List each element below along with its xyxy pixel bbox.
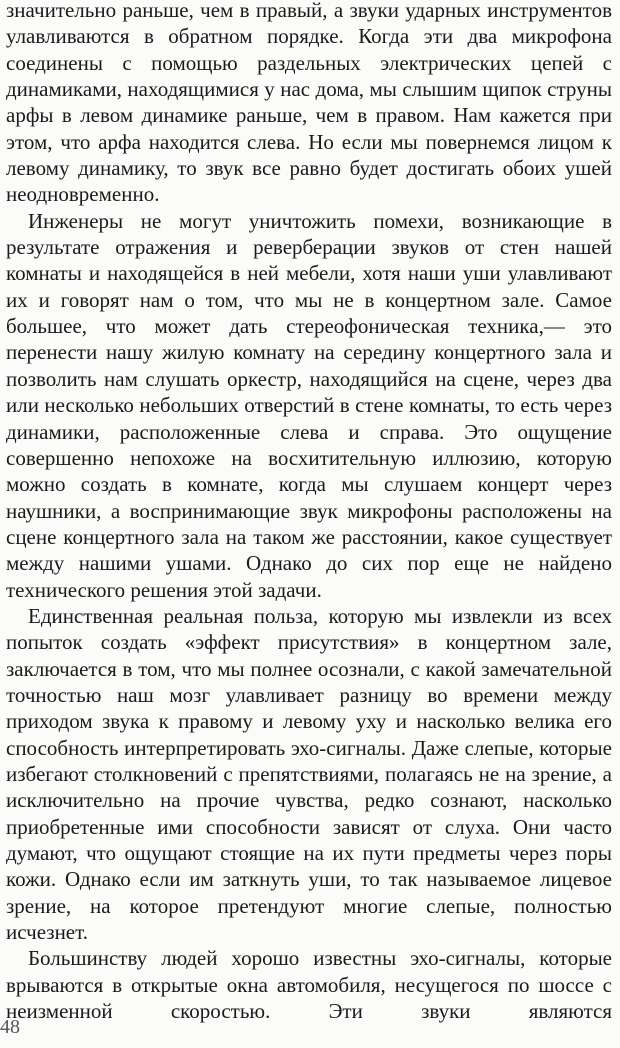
paragraph-2: Инженеры не могут уничтожить помехи, возникающие в результате отражения и реверберации звуков от стен нашей комнаты и находящейся в ней мебели, хотя наши уши улавливают их и говорят нам о том, что мы не в концертном зале. Самое большее, что может дать стереофоническая техника,— это перенести нашу жилую комнату на середину концертного зала и позволить нам слушать оркестр, находящийся на сцене, через два или несколько небольших отверстий в стене комнаты, то есть через динамики, расположенные слева и справа. Это ощущение совершенно непохоже на восхитительную иллюзию, которую можно создать в комнате, когда мы слушаем концерт через наушники, а воспринимающие звук микрофоны расположены на сцене концертного зала на таком же расстоянии, какое существует между нашими ушами. Однако до сих пор еще не найдено технического решения этой задачи. [6,208,612,602]
body-text [6,0,612,1024]
paragraph-4: Большинству людей хорошо известны эхо-сигналы, которые врываются в открытые окна автомобиля, несущегося по шоссе с неизменной скоростью. Эти звуки являются [6,946,612,1024]
paragraph-3: Единственная реальная польза, которую мы извлекли из всех попыток создать «эффект присутствия» в концертном зале, заключается в том, что мы полнее осознали, с какой замечательной точностью наш мозг улавливает разницу во времени между приходом звука к правому и левому уху и насколько велика его способность интерпретировать эхо-сигналы. Даже слепые, которые избегают столкновений с препятствиями, полагаясь не на зрение, а исключительно на прочие чувства, редко сознают, насколько приобретенные ими способности зависят от слуха. Они часто думают, что ощущают стоящие на их пути предметы через поры кожи. Однако если им заткнуть уши, то так называемое лицевое зрение, на которое претендуют многие слепые, полностью исчезнет. [6,603,612,945]
page-number: 48 [0,1016,20,1038]
paragraph-1: значительно раньше, чем в правый, а звуки ударных инструментов улавливаются в обратном порядке. Когда эти два микрофона соединены с помощью раздельных электрических цепей с динамиками, находящимися у нас дома, мы слышим щипок струны арфы в левом динамике раньше, чем в правом. Нам кажется при этом, что арфа находится слева. Но если мы повернемся лицом к левому динамику, то звук все равно будет достигать обоих ушей неодновременно. [6,0,612,207]
